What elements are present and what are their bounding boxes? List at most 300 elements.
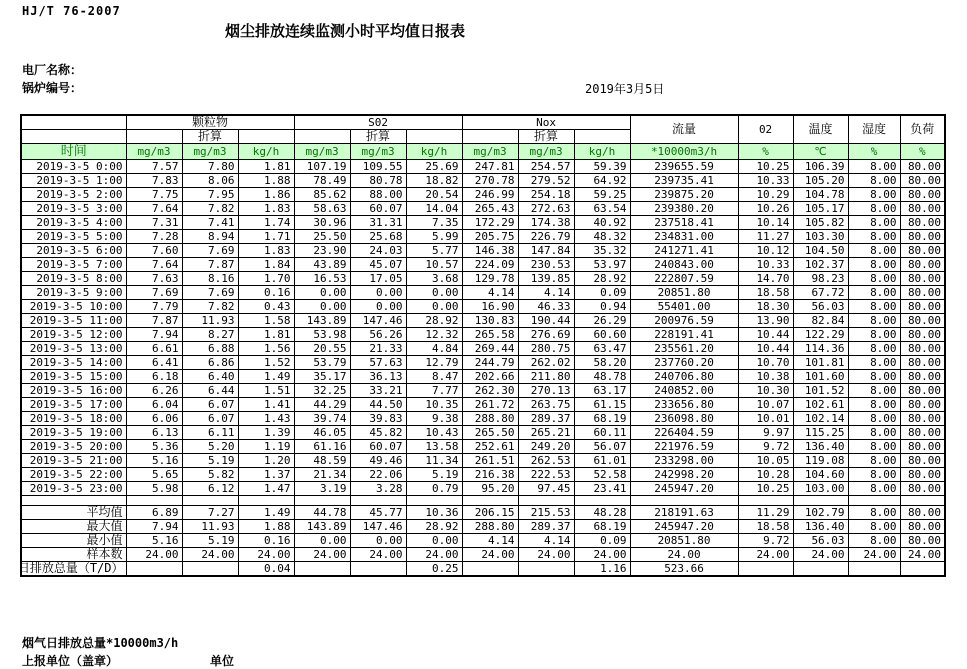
value-cell: 246.99	[462, 188, 518, 202]
value-cell: 103.00	[793, 482, 848, 496]
value-cell: 3.28	[350, 482, 406, 496]
value-cell: 44.78	[294, 506, 350, 520]
header-blank-cell	[406, 130, 462, 144]
report-table	[17, 114, 946, 577]
value-cell: 25.68	[350, 230, 406, 244]
value-cell: 67.72	[793, 286, 848, 300]
value-cell: 147.84	[518, 244, 574, 258]
value-cell: 1.37	[238, 468, 294, 482]
row-label-cell: 2019-3-5 5:00	[21, 230, 126, 244]
header-blank-cell	[574, 130, 630, 144]
value-cell: 244.79	[462, 356, 518, 370]
value-cell: 8.00	[848, 188, 900, 202]
value-cell: 60.07	[350, 440, 406, 454]
value-cell: 5.36	[126, 440, 182, 454]
value-cell: 24.03	[350, 244, 406, 258]
value-cell: 4.84	[406, 342, 462, 356]
value-cell: 24.00	[462, 548, 518, 562]
value-cell: 60.07	[350, 202, 406, 216]
header-humidity: 湿度	[848, 115, 900, 144]
value-cell: 80.00	[900, 440, 945, 454]
value-cell: 36.13	[350, 370, 406, 384]
header-blank-cell	[294, 130, 350, 144]
row-label-cell: 2019-3-5 13:00	[21, 342, 126, 356]
value-cell: 43.89	[294, 258, 350, 272]
data-row	[21, 426, 945, 440]
unit-cell: mg/m3	[294, 144, 350, 160]
row-label-cell: 平均值	[21, 506, 126, 520]
value-cell: 45.07	[350, 258, 406, 272]
value-cell: 218191.63	[630, 506, 738, 520]
value-cell: 10.44	[738, 328, 793, 342]
value-cell: 11.93	[182, 520, 238, 534]
value-cell: 8.00	[848, 216, 900, 230]
value-cell: 80.00	[900, 272, 945, 286]
value-cell: 31.31	[350, 216, 406, 230]
value-cell: 98.23	[793, 272, 848, 286]
value-cell: 254.57	[518, 160, 574, 174]
value-cell	[518, 496, 574, 506]
value-cell: 237760.20	[630, 356, 738, 370]
row-label-cell: 2019-3-5 9:00	[21, 286, 126, 300]
value-cell: 8.00	[848, 314, 900, 328]
value-cell: 1.88	[238, 174, 294, 188]
value-cell: 80.00	[900, 370, 945, 384]
value-cell: 8.00	[848, 534, 900, 548]
value-cell: 35.17	[294, 370, 350, 384]
value-cell: 1.83	[238, 244, 294, 258]
value-cell: 61.01	[574, 454, 630, 468]
value-cell: 239380.20	[630, 202, 738, 216]
value-cell: 262.53	[518, 454, 574, 468]
value-cell: 21.33	[350, 342, 406, 356]
value-cell: 21.34	[294, 468, 350, 482]
header-time: 时间	[21, 144, 126, 160]
value-cell: 226404.59	[630, 426, 738, 440]
value-cell: 8.00	[848, 412, 900, 426]
value-cell: 53.98	[294, 328, 350, 342]
value-cell: 101.52	[793, 384, 848, 398]
value-cell: 10.25	[738, 482, 793, 496]
value-cell: 18.82	[406, 174, 462, 188]
value-cell: 80.00	[900, 216, 945, 230]
value-cell: 7.87	[126, 314, 182, 328]
header-blank-cell	[21, 115, 126, 130]
value-cell: 146.38	[462, 244, 518, 258]
value-cell: 13.58	[406, 440, 462, 454]
value-cell: 80.00	[900, 468, 945, 482]
data-row	[21, 160, 945, 174]
value-cell: 48.32	[574, 230, 630, 244]
row-label-cell: 2019-3-5 6:00	[21, 244, 126, 258]
value-cell: 4.14	[462, 286, 518, 300]
value-cell: 289.37	[518, 412, 574, 426]
value-cell: 10.12	[738, 244, 793, 258]
value-cell: 7.41	[182, 216, 238, 230]
row-label-cell: 2019-3-5 16:00	[21, 384, 126, 398]
value-cell: 122.29	[793, 328, 848, 342]
value-cell: 8.00	[848, 328, 900, 342]
value-cell: 11.34	[406, 454, 462, 468]
value-cell: 4.14	[462, 534, 518, 548]
row-label-cell: 2019-3-5 22:00	[21, 468, 126, 482]
row-label-cell: 2019-3-5 23:00	[21, 482, 126, 496]
value-cell: 80.78	[350, 174, 406, 188]
value-cell: 64.92	[574, 174, 630, 188]
value-cell: 0.00	[294, 286, 350, 300]
data-row	[21, 300, 945, 314]
data-row	[21, 244, 945, 258]
value-cell: 8.00	[848, 506, 900, 520]
value-cell: 109.55	[350, 160, 406, 174]
row-label-cell: 2019-3-5 4:00	[21, 216, 126, 230]
value-cell: 8.00	[848, 244, 900, 258]
value-cell: 85.62	[294, 188, 350, 202]
value-cell: 136.40	[793, 520, 848, 534]
value-cell: 1.16	[574, 562, 630, 577]
value-cell: 11.27	[738, 230, 793, 244]
value-cell: 80.00	[900, 398, 945, 412]
value-cell: 288.80	[462, 412, 518, 426]
value-cell: 147.46	[350, 314, 406, 328]
value-cell: 24.00	[294, 548, 350, 562]
value-cell: 114.36	[793, 342, 848, 356]
value-cell: 228191.41	[630, 328, 738, 342]
value-cell: 143.89	[294, 520, 350, 534]
value-cell: 80.00	[900, 454, 945, 468]
value-cell: 60.60	[574, 328, 630, 342]
value-cell: 226.79	[518, 230, 574, 244]
value-cell: 240706.80	[630, 370, 738, 384]
value-cell: 236098.80	[630, 412, 738, 426]
value-cell: 261.51	[462, 454, 518, 468]
value-cell: 6.89	[126, 506, 182, 520]
value-cell: 147.46	[350, 520, 406, 534]
value-cell: 10.33	[738, 258, 793, 272]
header-o2: 02	[738, 115, 793, 144]
value-cell: 63.47	[574, 342, 630, 356]
row-label-cell: 最大值	[21, 520, 126, 534]
header-so2: S02	[294, 115, 462, 130]
value-cell: 80.00	[900, 506, 945, 520]
value-cell: 6.41	[126, 356, 182, 370]
value-cell: 222807.59	[630, 272, 738, 286]
value-cell: 5.77	[406, 244, 462, 258]
value-cell: 10.25	[738, 160, 793, 174]
value-cell: 202.66	[462, 370, 518, 384]
value-cell	[294, 496, 350, 506]
value-cell: 32.25	[294, 384, 350, 398]
value-cell: 3.68	[406, 272, 462, 286]
value-cell: 8.00	[848, 454, 900, 468]
value-cell: 8.00	[848, 160, 900, 174]
value-cell: 24.00	[518, 548, 574, 562]
value-cell: 233298.00	[630, 454, 738, 468]
unit-cell: kg/h	[406, 144, 462, 160]
value-cell: 80.00	[900, 534, 945, 548]
header-blank-cell	[21, 130, 126, 144]
header-group-row	[21, 115, 945, 130]
value-cell: 22.06	[350, 468, 406, 482]
value-cell: 44.50	[350, 398, 406, 412]
value-cell: 8.00	[848, 398, 900, 412]
value-cell: 24.00	[574, 548, 630, 562]
value-cell: 80.00	[900, 258, 945, 272]
value-cell: 239655.59	[630, 160, 738, 174]
value-cell: 7.83	[126, 174, 182, 188]
value-cell: 3.19	[294, 482, 350, 496]
value-cell: 61.15	[574, 398, 630, 412]
value-cell: 8.00	[848, 482, 900, 496]
value-cell: 107.19	[294, 160, 350, 174]
value-cell: 46.33	[518, 300, 574, 314]
data-row	[21, 188, 945, 202]
page-title: 烟尘排放连续监测小时平均值日报表	[224, 22, 465, 40]
summary-row	[21, 548, 945, 562]
value-cell: 68.19	[574, 520, 630, 534]
value-cell: 0.43	[238, 300, 294, 314]
value-cell: 6.13	[126, 426, 182, 440]
value-cell: 289.37	[518, 520, 574, 534]
value-cell: 211.80	[518, 370, 574, 384]
value-cell: 48.78	[574, 370, 630, 384]
value-cell	[126, 562, 182, 577]
value-cell: 200976.59	[630, 314, 738, 328]
value-cell: 56.03	[793, 300, 848, 314]
value-cell: 1.51	[238, 384, 294, 398]
value-cell: 221976.59	[630, 440, 738, 454]
value-cell: 6.40	[182, 370, 238, 384]
data-row	[21, 412, 945, 426]
value-cell	[238, 496, 294, 506]
value-cell: 55401.00	[630, 300, 738, 314]
row-label-cell: 2019-3-5 19:00	[21, 426, 126, 440]
value-cell: 80.00	[900, 188, 945, 202]
value-cell: 58.20	[574, 356, 630, 370]
value-cell: 205.75	[462, 230, 518, 244]
value-cell: 20851.80	[630, 534, 738, 548]
value-cell: 80.00	[900, 520, 945, 534]
value-cell: 104.78	[793, 188, 848, 202]
value-cell: 6.07	[182, 412, 238, 426]
value-cell: 241271.41	[630, 244, 738, 258]
value-cell: 1.81	[238, 328, 294, 342]
value-cell: 24.00	[848, 548, 900, 562]
value-cell: 1.81	[238, 160, 294, 174]
data-row	[21, 342, 945, 356]
value-cell: 23.90	[294, 244, 350, 258]
value-cell	[406, 496, 462, 506]
summary-row	[21, 520, 945, 534]
value-cell: 14.70	[738, 272, 793, 286]
unit-cell: kg/h	[574, 144, 630, 160]
value-cell: 59.39	[574, 160, 630, 174]
value-cell: 80.00	[900, 174, 945, 188]
value-cell: 45.82	[350, 426, 406, 440]
data-row	[21, 468, 945, 482]
unit-cell: mg/m3	[518, 144, 574, 160]
header-temperature: 温度	[793, 115, 848, 144]
value-cell	[793, 562, 848, 577]
value-cell: 279.52	[518, 174, 574, 188]
value-cell: 6.26	[126, 384, 182, 398]
value-cell: 102.61	[793, 398, 848, 412]
data-row	[21, 482, 945, 496]
value-cell: 52.58	[574, 468, 630, 482]
value-cell	[182, 562, 238, 577]
value-cell: 102.14	[793, 412, 848, 426]
value-cell: 7.69	[182, 244, 238, 258]
value-cell: 7.94	[126, 328, 182, 342]
value-cell: 245947.20	[630, 482, 738, 496]
header-blank-cell	[462, 130, 518, 144]
value-cell: 56.07	[574, 440, 630, 454]
value-cell: 80.00	[900, 412, 945, 426]
value-cell: 5.16	[126, 454, 182, 468]
data-row	[21, 258, 945, 272]
value-cell	[350, 562, 406, 577]
value-cell: 119.08	[793, 454, 848, 468]
data-row	[21, 454, 945, 468]
row-label-cell: 2019-3-5 1:00	[21, 174, 126, 188]
value-cell: 7.95	[182, 188, 238, 202]
value-cell: 5.19	[406, 468, 462, 482]
value-cell: 104.50	[793, 244, 848, 258]
value-cell: 8.06	[182, 174, 238, 188]
value-cell: 16.53	[294, 272, 350, 286]
value-cell: 10.01	[738, 412, 793, 426]
value-cell: 0.16	[238, 286, 294, 300]
value-cell: 12.79	[406, 356, 462, 370]
value-cell: 206.15	[462, 506, 518, 520]
unit-cell: mg/m3	[126, 144, 182, 160]
value-cell: 276.69	[518, 328, 574, 342]
row-label-cell: 2019-3-5 21:00	[21, 454, 126, 468]
value-cell: 10.05	[738, 454, 793, 468]
value-cell: 261.72	[462, 398, 518, 412]
value-cell: 82.84	[793, 314, 848, 328]
value-cell	[900, 496, 945, 506]
value-cell: 97.45	[518, 482, 574, 496]
value-cell: 30.96	[294, 216, 350, 230]
value-cell: 234831.00	[630, 230, 738, 244]
value-cell: 103.30	[793, 230, 848, 244]
value-cell	[462, 562, 518, 577]
value-cell: 233656.80	[630, 398, 738, 412]
value-cell: 61.16	[294, 440, 350, 454]
value-cell: 239735.41	[630, 174, 738, 188]
value-cell: 24.00	[793, 548, 848, 562]
value-cell: 80.00	[900, 314, 945, 328]
value-cell: 26.29	[574, 314, 630, 328]
value-cell: 10.26	[738, 202, 793, 216]
data-row	[21, 384, 945, 398]
value-cell: 174.38	[518, 216, 574, 230]
row-label-cell: 2019-3-5 2:00	[21, 188, 126, 202]
data-row	[21, 328, 945, 342]
value-cell: 7.82	[182, 202, 238, 216]
value-cell: 7.31	[126, 216, 182, 230]
unit-cell: mg/m3	[182, 144, 238, 160]
value-cell: 5.82	[182, 468, 238, 482]
value-cell: 8.00	[848, 370, 900, 384]
value-cell: 80.00	[900, 244, 945, 258]
value-cell: 7.79	[126, 300, 182, 314]
value-cell: 190.44	[518, 314, 574, 328]
value-cell: 48.28	[574, 506, 630, 520]
value-cell: 215.53	[518, 506, 574, 520]
value-cell	[294, 562, 350, 577]
value-cell: 78.49	[294, 174, 350, 188]
value-cell: 9.38	[406, 412, 462, 426]
value-cell: 8.00	[848, 174, 900, 188]
standard-code: HJ/T 76-2007	[22, 4, 121, 18]
value-cell: 10.43	[406, 426, 462, 440]
value-cell: 265.50	[462, 426, 518, 440]
value-cell: 230.53	[518, 258, 574, 272]
value-cell: 130.83	[462, 314, 518, 328]
value-cell: 7.57	[126, 160, 182, 174]
value-cell: 7.63	[126, 272, 182, 286]
value-cell: 1.43	[238, 412, 294, 426]
value-cell: 102.79	[793, 506, 848, 520]
unit-label: 单位	[210, 654, 235, 668]
value-cell: 115.25	[793, 426, 848, 440]
value-cell: 0.09	[574, 534, 630, 548]
value-cell: 68.19	[574, 412, 630, 426]
value-cell	[518, 562, 574, 577]
row-label-cell: 2019-3-5 0:00	[21, 160, 126, 174]
value-cell: 40.92	[574, 216, 630, 230]
value-cell: 1.56	[238, 342, 294, 356]
value-cell: 20.55	[294, 342, 350, 356]
value-cell	[574, 496, 630, 506]
value-cell: 1.86	[238, 188, 294, 202]
value-cell: 35.32	[574, 244, 630, 258]
value-cell: 53.97	[574, 258, 630, 272]
data-row	[21, 356, 945, 370]
value-cell: 8.00	[848, 426, 900, 440]
unit-cell: %	[738, 144, 793, 160]
data-row	[21, 230, 945, 244]
value-cell: 80.00	[900, 300, 945, 314]
value-cell: 8.00	[848, 300, 900, 314]
value-cell: 265.21	[518, 426, 574, 440]
value-cell: 7.82	[182, 300, 238, 314]
value-cell: 7.75	[126, 188, 182, 202]
value-cell: 6.11	[182, 426, 238, 440]
value-cell: 53.79	[294, 356, 350, 370]
value-cell: 80.00	[900, 356, 945, 370]
value-cell: 106.39	[793, 160, 848, 174]
value-cell: 5.98	[126, 482, 182, 496]
value-cell: 1.84	[238, 258, 294, 272]
value-cell: 263.75	[518, 398, 574, 412]
unit-cell: kg/h	[238, 144, 294, 160]
value-cell: 262.02	[518, 356, 574, 370]
data-row	[21, 398, 945, 412]
value-cell: 5.19	[182, 534, 238, 548]
value-cell: 10.30	[738, 384, 793, 398]
row-label-cell: 2019-3-5 20:00	[21, 440, 126, 454]
value-cell: 222.53	[518, 468, 574, 482]
value-cell: 239875.20	[630, 188, 738, 202]
value-cell: 1.83	[238, 202, 294, 216]
value-cell: 136.40	[793, 440, 848, 454]
value-cell: 9.72	[738, 534, 793, 548]
value-cell: 88.00	[350, 188, 406, 202]
value-cell: 10.36	[406, 506, 462, 520]
